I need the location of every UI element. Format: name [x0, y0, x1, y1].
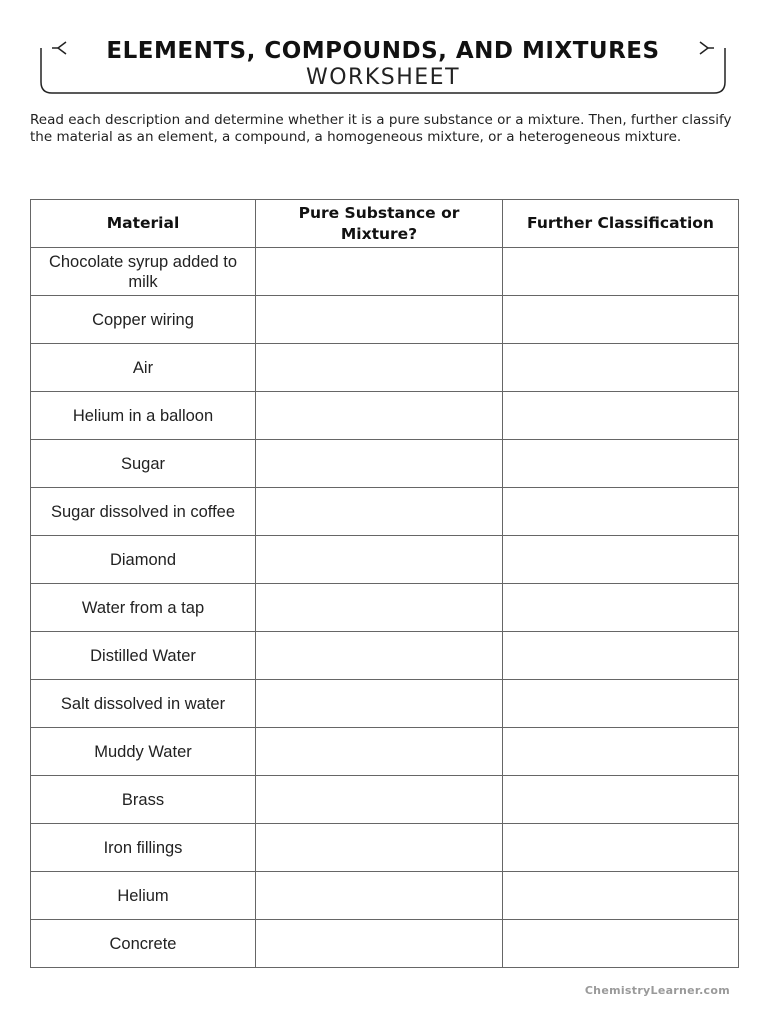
table-row [31, 872, 739, 920]
worksheet-title: ELEMENTS, COMPOUNDS, AND MIXTURES [106, 38, 660, 64]
further-classification-answer-cell[interactable] [503, 920, 739, 968]
material-cell: Sugar [31, 440, 256, 488]
material-cell: Helium [31, 872, 256, 920]
table-row [31, 728, 739, 776]
further-classification-answer-cell[interactable] [503, 344, 739, 392]
further-classification-answer-cell[interactable] [503, 488, 739, 536]
further-classification-answer-cell[interactable] [503, 296, 739, 344]
pure-or-mixture-answer-cell[interactable] [256, 584, 503, 632]
material-cell: Concrete [31, 920, 256, 968]
worksheet-subtitle: WORKSHEET [305, 65, 461, 90]
further-classification-answer-cell[interactable] [503, 872, 739, 920]
further-classification-answer-cell[interactable] [503, 632, 739, 680]
pure-or-mixture-answer-cell[interactable] [256, 392, 503, 440]
pure-or-mixture-answer-cell[interactable] [256, 872, 503, 920]
pure-or-mixture-answer-cell[interactable] [256, 680, 503, 728]
further-classification-answer-cell[interactable] [503, 584, 739, 632]
classification-table [30, 199, 739, 968]
pure-or-mixture-answer-cell[interactable] [256, 920, 503, 968]
further-classification-answer-cell[interactable] [503, 824, 739, 872]
column-header-material: Material [31, 200, 256, 248]
footer-brand: ChemistryLearner.com [584, 984, 730, 997]
table-row [31, 248, 739, 296]
further-classification-answer-cell[interactable] [503, 440, 739, 488]
pure-or-mixture-answer-cell[interactable] [256, 488, 503, 536]
table-row [31, 440, 739, 488]
further-classification-answer-cell[interactable] [503, 248, 739, 296]
pure-or-mixture-answer-cell[interactable] [256, 296, 503, 344]
title-banner [40, 38, 726, 94]
material-cell: Helium in a balloon [31, 392, 256, 440]
table-row [31, 536, 739, 584]
table-row [31, 680, 739, 728]
table-row [31, 824, 739, 872]
pure-or-mixture-answer-cell[interactable] [256, 344, 503, 392]
pure-or-mixture-answer-cell[interactable] [256, 728, 503, 776]
material-cell: Distilled Water [31, 632, 256, 680]
material-cell: Air [31, 344, 256, 392]
material-cell: Salt dissolved in water [31, 680, 256, 728]
table-row [31, 488, 739, 536]
material-cell: Muddy Water [31, 728, 256, 776]
table-body [31, 248, 739, 968]
further-classification-answer-cell[interactable] [503, 776, 739, 824]
table-row [31, 392, 739, 440]
further-classification-answer-cell[interactable] [503, 680, 739, 728]
pure-or-mixture-answer-cell[interactable] [256, 440, 503, 488]
column-header-further-classification: Further Classification [503, 200, 739, 248]
table-row [31, 920, 739, 968]
material-cell: Sugar dissolved in coffee [31, 488, 256, 536]
table-row [31, 776, 739, 824]
further-classification-answer-cell[interactable] [503, 536, 739, 584]
material-cell: Chocolate syrup added to milk [31, 248, 256, 296]
pure-or-mixture-answer-cell[interactable] [256, 824, 503, 872]
further-classification-answer-cell[interactable] [503, 728, 739, 776]
pure-or-mixture-answer-cell[interactable] [256, 248, 503, 296]
table-row [31, 344, 739, 392]
material-cell: Iron fillings [31, 824, 256, 872]
pure-or-mixture-answer-cell[interactable] [256, 632, 503, 680]
material-cell: Water from a tap [31, 584, 256, 632]
material-cell: Copper wiring [31, 296, 256, 344]
material-cell: Brass [31, 776, 256, 824]
material-cell: Diamond [31, 536, 256, 584]
pure-or-mixture-answer-cell[interactable] [256, 536, 503, 584]
table-row [31, 584, 739, 632]
column-header-pure-or-mixture: Pure Substance or Mixture? [256, 200, 503, 248]
pure-or-mixture-answer-cell[interactable] [256, 776, 503, 824]
table-row [31, 632, 739, 680]
table-row [31, 296, 739, 344]
table-header-row [31, 200, 739, 248]
further-classification-answer-cell[interactable] [503, 392, 739, 440]
instructions-text: Read each description and determine whether it is a pure substance or a mixture. Then, further classify the material as an element, a compound, a homogeneous mixture, or a heterogeneous mixture. [30, 112, 732, 145]
